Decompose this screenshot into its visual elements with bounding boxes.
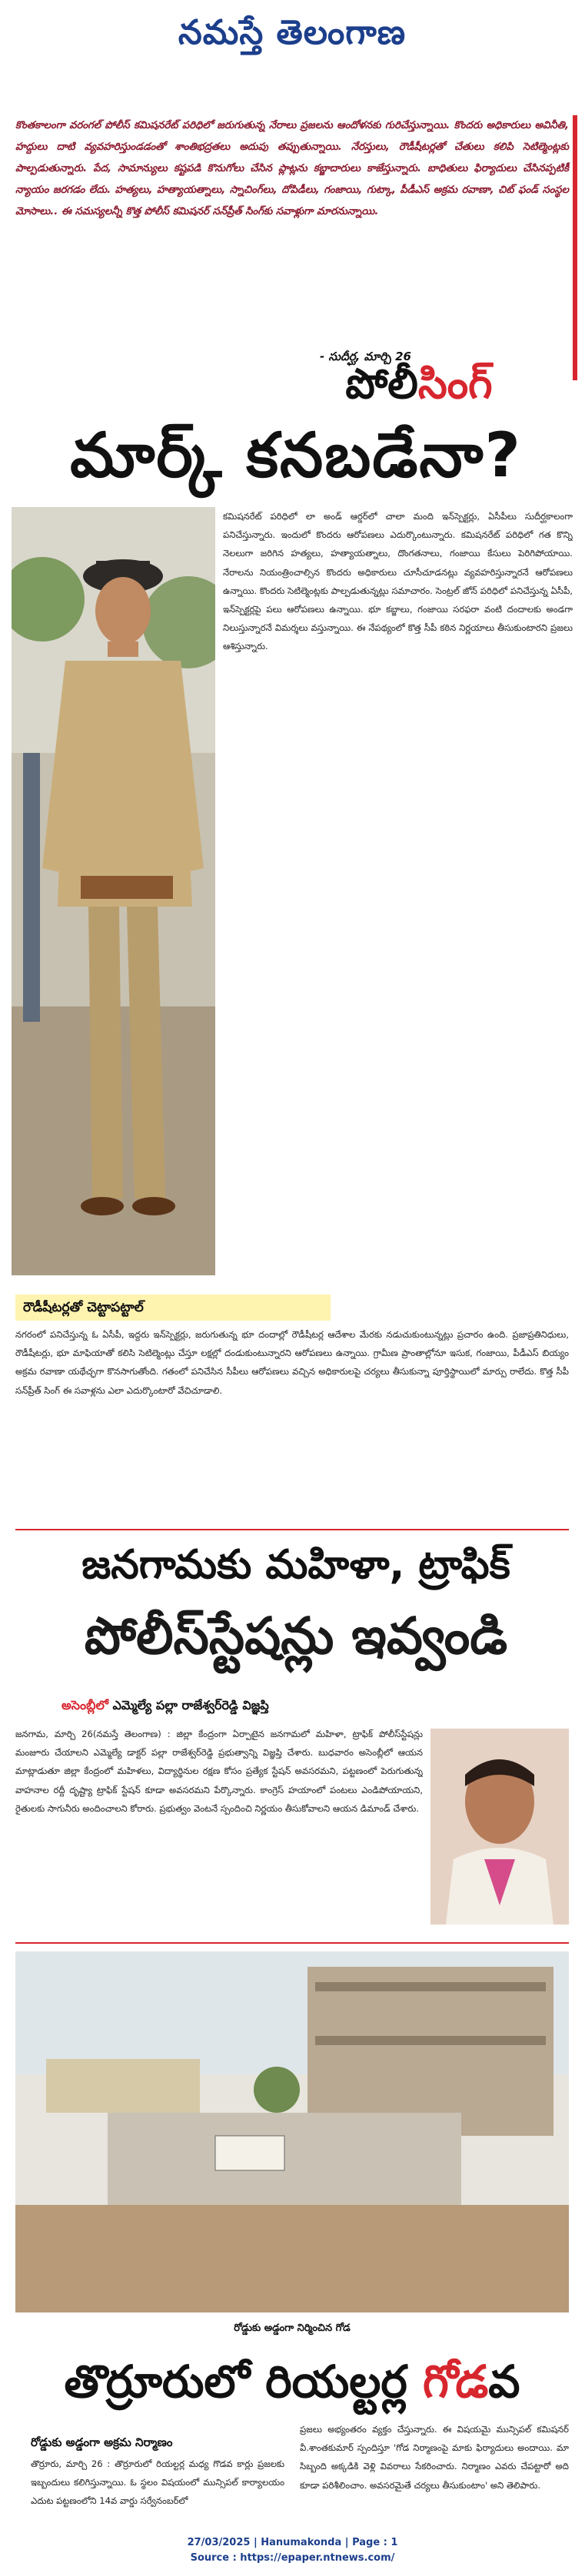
headline-3-part-b: గోడ [422, 2356, 489, 2408]
intro-quote-text: కొంతకాలంగా వరంగల్ పోలీస్ కమిషనరేట్ పరిధిలో జరుగుతున్న నేరాలు ప్రజలను ఆందోళనకు గురిచేస్తున్నాయి. కొందరు అధికారులు అవినీతి, హద్దులు దాటి వ్యవహరిస్తుండడంతో శాంతిభద్రతలు అదుపు తప్పుతున్నాయి. నేరస్తులు, రౌడీషీటర్లతో చేతులు కలిపి సెటిల్మెంట్లకు పాల్పడుతున్నారు. పేద, సామాన్యులు కష్టపడి కొనుగోలు చేసిన ప్లాట్లను కబ్జాదారులు కాజేస్తున్నారు. బాధితులు ఫిర్యాదులు చేసినప్పటికీ న్యాయం జరగడం లేదు. హత్యలు, హత్యాయత్నాలు, స్నాచింగ్‌లు, దోపిడీలు, గంజాయి, గుట్కా, పీడీఎస్ అక్రమ రవాణా, చిట్ ఫండ్ సంస్థల మోసాలు.. ఈ సమస్యలన్నీ కొత్త పోలీస్ కమిషనర్ సన్‌ప్రీత్ సింగ్‌కు సవాళ్లుగా మారనున్నాయి. [15, 120, 569, 217]
headline-3-subtitle: రోడ్డుకు అడ్డంగా అక్రమ నిర్మాణం [31, 2435, 173, 2449]
headline-2-line1: జనగామకు మహిళా, ట్రాఫిక్ [81, 1542, 510, 1588]
story-1-body-right: కమిషనరేట్ పరిధిలో లా అండ్ ఆర్డర్‌లో చాలా మంది ఇన్‌స్పెక్టర్లు, ఏసీపీలు సుదీర్ఘకాలంగా పనిచేస్తున్నారు. ఇందులో కొందరు ఆరోపణలు ఎదుర్కొంటున్నారు. కమిషనరేట్ పరిధిలో గత కొన్ని నెలలుగా జరిగిన హత్యలు, హత్యాయత్నాలు, దొంగతనాలు, గంజాయి కేసులు పెరిగిపోయాయి. నేరాలను నియంత్రించాల్సిన కొందరు అధికారులు చూసీచూడనట్లు వ్యవహరిస్తున్నారనే ఆరోపణలు ఉన్నాయి. కొందరు సెటిల్మెంట్లకు పాల్పడుతున్నట్లు సమాచారం. సెంట్రల్ జోన్ పరిధిలో పనిచేస్తున్న ఏసీపీ, ఇన్‌స్పెక్టర్లపై పలు ఆరోపణలు ఉన్నాయి. భూ కబ్జాలు, గంజాయి సరఫరా వంటి దందాలకు అండగా నిలుస్తున్నారనే విమర్శలు వస్తున్నాయి. ఈ నేపథ్యంలో కొత్త సీపీ కఠిన నిర్ణయాలు తీసుకుంటారని ప్రజలు ఆశిస్తున్నారు. [223, 511, 573, 652]
intro-quote-signature: - సుదీర్ఘ, మార్చి 26 [319, 350, 411, 363]
wall-construction-photo [15, 1951, 569, 2312]
headline-2-line2: పోలీస్‌స్టేషన్లు ఇవ్వండి [84, 1606, 508, 1666]
story-1-subhead: రౌడీషీటర్లతో చెట్టాపట్టాల్ [15, 1295, 331, 1321]
story-3-body-right: ప్రజలు అభ్యంతరం వ్యక్తం చేస్తున్నారు. ఈ విషయమై మున్సిపల్ కమిషనర్ వీ.శాంతకుమార్ స్పందిస్తూ 'గోడ నిర్మాణంపై మాకు ఫిర్యాదులు అందాయి. మా సిబ్బంది అక్కడికి వెళ్లి వివరాలు సేకరించారు. నిర్మాణం ఎవరు చేపట్టారో అది కూడా పరిశీలించాం. అవసరమైతే చర్యలు తీసుకుంటాం' అని తెలిపారు. [300, 2424, 569, 2491]
story-3-body-left: తొర్రూరు, మార్చి 26 : తొర్రూరులో రియల్టర్ల మధ్య గొడవ కార్లు ప్రజలకు ఇబ్బందులు కలిగిస్తున్నాయి. ఓ స్థలం విషయంలో మున్సిపల్ కార్యాలయం ఎదుట పట్టణంలోని 14వ వార్డు సర్వేనంబర్‌లో [31, 2458, 284, 2507]
headline-3-part-a: తొర్రూరులో రియల్టర్ల [64, 2356, 423, 2408]
headline-1-line2: మార్క్ కనబడేనా? [70, 419, 522, 491]
headline-2-subtitle [61, 1694, 430, 1717]
photo-caption: రోడ్డుకు అడ్డంగా నిర్మించిన గోడ [234, 2322, 351, 2334]
headline-1-line1 [261, 357, 577, 411]
headline-1-part-b: సింగ్ [417, 360, 493, 408]
headline-1-part-a: పోలీ [345, 360, 418, 408]
police-commissioner-photo [12, 507, 215, 1275]
mla-photo [430, 1729, 569, 1925]
masthead-title: నమస్తే తెలంగాణ [178, 13, 407, 52]
headline-2-sub-a: అసెంబ్లీలో [61, 1698, 113, 1712]
page-footer [0, 2535, 585, 2574]
footer-source: Source : https://epaper.ntnews.com/ [190, 2552, 395, 2564]
story-1-body-lower: నగరంలో పనిచేస్తున్న ఓ ఏసీపీ, ఇద్దరు ఇన్‌స్పెక్టర్లు, జరుగుతున్న భూ దందాల్లో రౌడీషీటర్ల ఆదేశాల మేరకు నడుచుకుంటున్నట్లు ప్రచారం ఉంది. ప్రజాప్రతినిధులు, రౌడీషీటర్లు, భూ మాఫియాతో కలిసి సెటిల్మెంట్లు చేస్తూ లక్షల్లో దండుకుంటున్నారని ఆరోపణలు ఉన్నాయి. గ్రామీణ ప్రాంతాల్లోనూ ఇసుక, గంజాయి, పీడీఎస్ బియ్యం అక్రమ రవాణా యథేచ్ఛగా కొనసాగుతోంది. గతంలో పనిచేసిన సీపీలు ఆరోపణలు వచ్చిన అధికారులపై చర్యలు తీసుకున్నా పూర్తిస్థాయిలో మార్పు రాలేదు. కొత్త సీపీ సన్‌ప్రీత్ సింగ్ ఈ సవాళ్లను ఎలా ఎదుర్కొంటారో వేచిచూడాలి. [15, 1329, 569, 1396]
headline-3-part-c: వ [488, 2356, 520, 2408]
footer-date-page: 27/03/2025 | Hanumakonda | Page : 1 [187, 2537, 398, 2548]
section-divider-1 [15, 1529, 569, 1530]
story-2-body: జనగామ, మార్చి 26(నమస్తే తెలంగాణ) : జిల్లా కేంద్రంగా ఏర్పాటైన జనగామలో మహిళా, ట్రాఫిక్ పోలీస్‌స్టేషన్లు మంజూరు చేయాలని ఎమ్మెల్యే డాక్టర్ పల్లా రాజేశ్వర్‌రెడ్డి ప్రభుత్వాన్ని విజ్ఞప్తి చేశారు. బుధవారం అసెంబ్లీలో ఆయన మాట్లాడుతూ జిల్లా కేంద్రంలో మహిళలు, విద్యార్థినుల రక్షణ కోసం ప్రత్యేక స్టేషన్ అవసరమని, పట్టణంలో పెరుగుతున్న వాహనాల రద్దీ దృష్ట్యా ట్రాఫిక్ స్టేషన్ కూడా అవసరమని పేర్కొన్నారు. కాంగ్రెస్ హయాంలో పంటలు ఎండిపోయాయని, రైతులకు సాగునీరు అందించాలని కోరారు. ప్రభుత్వం వెంటనే స్పందించి నిర్ణయం తీసుకోవాలని ఆయన డిమాండ్ చేశారు. [15, 1729, 423, 1814]
intro-quote-box [8, 115, 577, 380]
headline-3 [15, 2351, 569, 2412]
headline-2-sub-b: ఎమ్మెల్యే పల్లా రాజేశ్వర్‌రెడ్డి విజ్ఞప్తి [112, 1698, 269, 1712]
section-divider-2 [15, 1942, 569, 1944]
